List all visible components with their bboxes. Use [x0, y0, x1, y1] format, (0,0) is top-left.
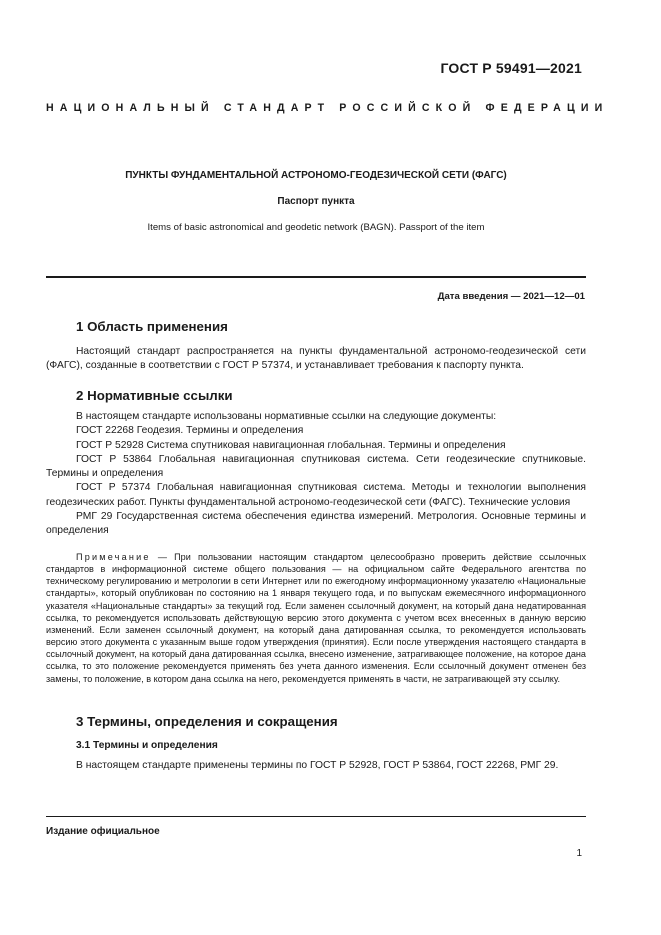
document-subtitle: Паспорт пункта	[277, 196, 355, 207]
national-standard-banner: НАЦИОНАЛЬНЫЙ СТАНДАРТ РОССИЙСКОЙ ФЕДЕРАЦИИ	[46, 102, 609, 114]
section-3-1-heading: 3.1 Термины и определения	[76, 740, 218, 751]
section-3-1-text: В настоящем стандарте применены термины по ГОСТ Р 52928, ГОСТ Р 53864, ГОСТ 22268, РМГ 29.	[76, 760, 559, 771]
section-3-heading: 3 Термины, определения и сокращения	[76, 714, 338, 729]
reference-item: ГОСТ Р 57374 Глобальная навигационная спутниковая система. Методы и технологии выполнения геодезических работ. Пункты фундаментальной астрономо-геодезической сети (ФАГС). Технические условия	[46, 482, 586, 508]
footer-divider	[46, 816, 586, 817]
english-title: Items of basic astronomical and geodetic network (BAGN). Passport of the item	[147, 222, 485, 233]
section-2-note	[46, 551, 586, 685]
reference-item: ГОСТ Р 52928 Система спутниковая навигационная глобальная. Термины и определения	[76, 439, 506, 451]
section-1-text: Настоящий стандарт распространяется на пункты фундаментальной астрономо-геодезической сети (ФАГС), созданные в соответствии с ГОСТ Р 57374, и устанавливает требования к паспорту пункта.	[46, 346, 586, 372]
section-1-heading: 1 Область применения	[76, 319, 228, 334]
document-title: ПУНКТЫ ФУНДАМЕНТАЛЬНОЙ АСТРОНОМО-ГЕОДЕЗИЧЕСКОЙ СЕТИ (ФАГС)	[125, 170, 507, 181]
document-code: ГОСТ Р 59491—2021	[440, 60, 582, 76]
note-text: — При пользовании настоящим стандартом целесообразно проверить действие ссылочных стандартов в информационной системе общего пользования — на официальном сайте Федерального агентства по техническому регулированию и метрологии в сети Интернет или по ежегодному информационному указателю «Национальные стандарты», который опубликован по состоянию на 1 января текущего года, и по выпускам ежемесячного информационного указателя «Национальные стандарты» за текущий год. Если заменен ссылочный документ, на который дана недатированная ссылка, то рекомендуется использовать действующую версию этого документа с учетом всех внесенных в данную версию изменений. Если заменен ссылочный документ, на который дана датированная ссылка, то рекомендуется использовать версию этого документа с указанным выше годом утверждения (принятия). Если после утверждения настоящего стандарта в ссылочный документ, на который дана датированная ссылка, внесено изменение, затрагивающее положение, на которое дана ссылка, то это положение рекомендуется применять без учета данного изменения. Если ссылочный документ отменен без замены, то положение, в котором дана ссылка на него, рекомендуется применять в части, не затрагивающей эту ссылку.	[46, 552, 586, 684]
references-intro: В настоящем стандарте использованы нормативные ссылки на следующие документы:	[76, 411, 497, 422]
introduction-date: Дата введения — 2021—12—01	[437, 291, 585, 302]
reference-item: ГОСТ 22268 Геодезия. Термины и определения	[76, 425, 304, 437]
page-number: 1	[576, 848, 582, 859]
reference-item: ГОСТ Р 53864 Глобальная навигационная спутниковая система. Сети геодезические спутниковые. Термины и определения	[46, 453, 586, 480]
title-divider	[46, 276, 586, 278]
note-label: Примечание	[76, 552, 151, 562]
section-2-references	[46, 410, 586, 539]
reference-item: РМГ 29 Государственная система обеспечения единства измерений. Метрология. Основные термины и определения	[46, 511, 586, 537]
section-2-heading: 2 Нормативные ссылки	[76, 388, 233, 403]
official-edition: Издание официальное	[46, 826, 160, 837]
